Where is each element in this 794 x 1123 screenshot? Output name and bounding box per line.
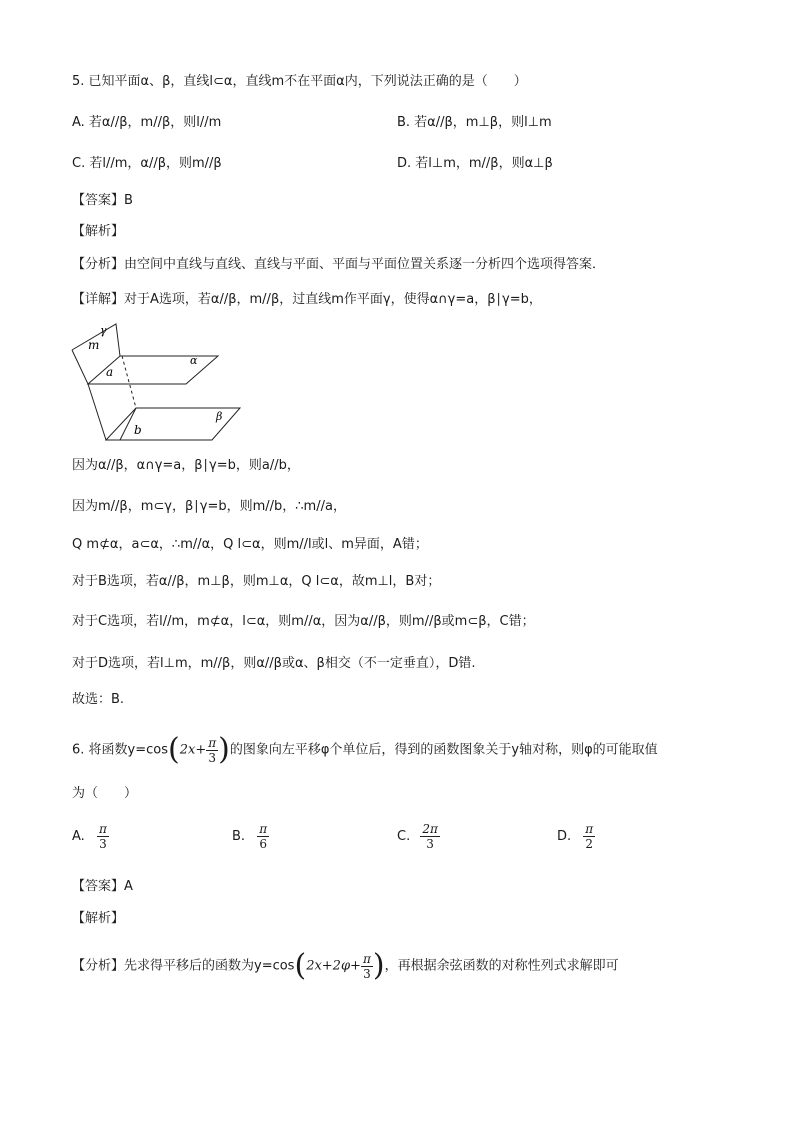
q5-option-d: D. 若l⊥m，m//β，则α⊥β [397, 156, 553, 171]
q5-analysis: 【分析】由空间中直线与直线、直线与平面、平面与平面位置关系逐一分析四个选项得答案． [72, 257, 606, 272]
q6-analysis-post: ，再根据余弦函数的对称性列式求解即可 [384, 958, 619, 974]
label-beta: β [216, 410, 223, 423]
label-a: a [106, 365, 114, 379]
q6-stem-line2: 为（ ） [72, 786, 138, 801]
q5-option-a: A. 若α//β，m//β，则l//m [72, 115, 222, 130]
q5-line-6: 对于D选项，若l⊥m，m//β，则α//β或α、β相交（不一定垂直），D错. [72, 656, 476, 671]
q5-line-2: 因为m//β，m⊂γ，β∣γ=b，则m//b，∴m//a， [72, 499, 346, 514]
q5-line-4: 对于B选项，若α//β，m⊥β，则m⊥α，Q l⊂α，故m⊥l，B对； [72, 574, 441, 589]
q6-option-b: B. $\frac{\pi}{6}$ [232, 822, 268, 851]
q6-analysis-fraction: $\frac{\pi}{3}$ [362, 951, 371, 981]
q6-stem-inner: 2x+ [179, 742, 207, 758]
q6-stem-pre: 6. 将函数y=cos [72, 742, 168, 758]
q5-line-3: Q m⊄α，a⊂α，∴m//α，Q l⊂α，则m//l或l、m异面，A错； [72, 537, 428, 552]
q5-detail: 【详解】对于A选项，若α//β，m//β，过直线m作平面γ，使得α∩γ=a，β∣γ=b， [72, 292, 542, 307]
q6-option-c: C. $\frac{2\pi}{3}$ [397, 822, 438, 851]
q6-stem-fraction: $\frac{\pi}{3}$ [208, 735, 217, 765]
q6-jiexi-heading: 【解析】 [72, 911, 125, 926]
q5-line-1: 因为α//β，α∩γ=a，β∣γ=b，则a//b， [72, 458, 300, 473]
q5-option-c: C. 若l//m，α//β，则m//β [72, 156, 222, 171]
q5-line-5: 对于C选项，若l//m，m⊄α，l⊂α，则m//α，因为α//β，则m//β或m⊂β，C错； [72, 614, 535, 629]
label-gamma: γ [100, 324, 107, 337]
label-alpha: α [190, 354, 198, 367]
planes-figure [66, 320, 246, 444]
q5-line-7: 故选：B. [72, 692, 125, 707]
q5-stem: 5. 已知平面α、β，直线l⊂α，直线m不在平面α内，下列说法正确的是（ ） [72, 74, 527, 89]
q6-analysis-pre: 【分析】先求得平移后的函数为y=cos [72, 958, 295, 974]
q6-analysis-inner: 2x+2φ+ [306, 958, 361, 974]
q6-option-a: A. $\frac{\pi}{3}$ [72, 822, 107, 851]
label-b: b [134, 423, 142, 437]
q6-stem-post: 的图象向左平移φ个单位后，得到的函数图象关于y轴对称，则φ的可能取值 [229, 742, 658, 758]
q6-answer: 【答案】A [72, 879, 133, 894]
q5-option-b: B. 若α//β，m⊥β，则l⊥m [397, 115, 552, 130]
q6-option-d: D. $\frac{\pi}{2}$ [557, 822, 594, 851]
label-m: m [88, 338, 100, 352]
q5-answer: 【答案】B [72, 193, 133, 208]
q5-jiexi-heading: 【解析】 [72, 224, 125, 239]
q6-stem: 6. 将函数y=cos(2x+ $\frac{\pi}{3}$ )的图象向左平移φ个单位后，得到的函数图象关于y轴对称，则φ的可能取值 [72, 732, 658, 767]
q6-analysis: 【分析】先求得平移后的函数为y=cos(2x+2φ+ $\frac{\pi}{3}$ )，再根据余弦函数的对称性列式求解即可 [72, 948, 619, 983]
